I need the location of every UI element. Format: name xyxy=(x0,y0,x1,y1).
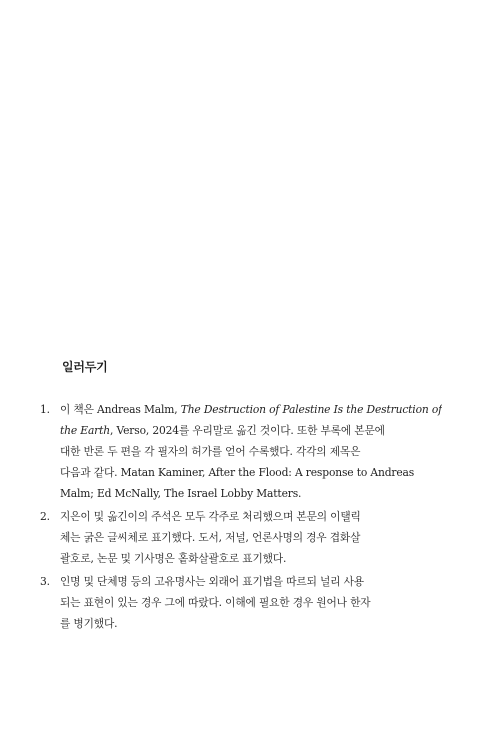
note-line: the Earth, Verso, 2024를 우리말로 옮긴 것이다. 또한 부록에 본문에 xyxy=(60,424,385,437)
note-item xyxy=(40,506,400,569)
note-item xyxy=(40,399,442,504)
note-text xyxy=(60,399,442,504)
note-number: 3. xyxy=(40,575,50,588)
note-line: 체는 굵은 글씨체로 표기했다. 도서, 저널, 언론사명의 경우 겹화살 xyxy=(60,531,361,544)
note-line: 인명 및 단체명 등의 고유명사는 외래어 표기법을 따르되 널리 사용 xyxy=(60,575,364,588)
note-item xyxy=(40,571,400,634)
note-line: 를 병기했다. xyxy=(60,617,118,630)
page-heading: 일러두기 xyxy=(62,360,108,374)
note-line: Malm; Ed McNally, The Israel Lobby Matters. xyxy=(60,487,302,500)
note-line: 괄호로, 논문 및 기사명은 홑화살괄호로 표기했다. xyxy=(60,552,287,565)
note-line: 대한 반론 두 편을 각 필자의 허가를 얻어 수록했다. 각각의 제목은 xyxy=(60,445,361,458)
note-line: 지은이 및 옮긴이의 주석은 모두 각주로 처리했으며 본문의 이탤릭 xyxy=(60,510,361,523)
notes-list xyxy=(40,399,442,636)
note-number: 2. xyxy=(40,510,50,523)
note-line: 이 책은 Andreas Malm, The Destruction of Palestine Is the Destruction of xyxy=(60,403,442,416)
note-text xyxy=(60,506,400,569)
note-line: 다음과 같다. Matan Kaminer, After the Flood: A response to Andreas xyxy=(60,466,415,479)
note-text xyxy=(60,571,400,634)
note-number: 1. xyxy=(40,403,50,416)
note-line: 되는 표현이 있는 경우 그에 따랐다. 이해에 필요한 경우 원어나 한자 xyxy=(60,596,371,609)
